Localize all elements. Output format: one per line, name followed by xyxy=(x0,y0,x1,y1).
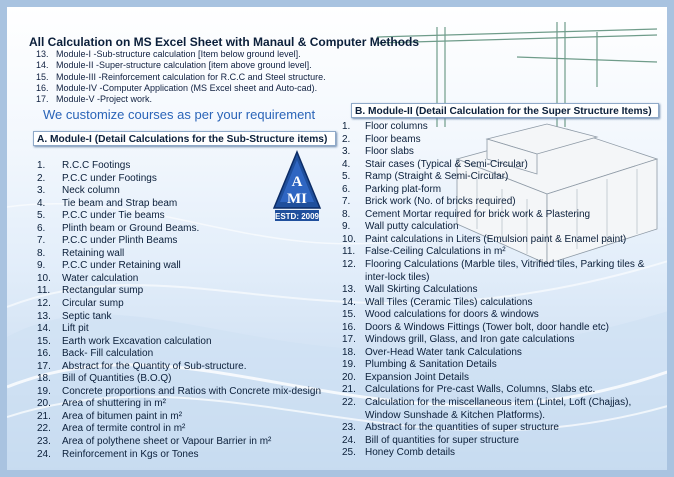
item-number: 7. xyxy=(37,235,46,247)
list-item xyxy=(342,422,644,435)
item-number: 4. xyxy=(37,197,46,209)
list-item xyxy=(342,297,644,310)
item-text: Calculations for Pre-cast Walls, Columns, Slabs etc. xyxy=(365,384,596,396)
list-item xyxy=(37,373,321,386)
item-text: Concrete proportions and Ratios with Concrete mix-design xyxy=(62,385,322,397)
item-number: 24. xyxy=(37,448,51,460)
item-text: P.C.C under Retaining wall xyxy=(62,260,181,272)
module-list xyxy=(36,49,326,105)
item-number: 5. xyxy=(37,210,46,222)
item-number: 21. xyxy=(342,384,356,396)
list-item xyxy=(342,347,644,360)
list-item xyxy=(342,397,644,410)
item-number: 10. xyxy=(342,233,356,245)
list-item xyxy=(342,221,644,234)
item-number: 22. xyxy=(342,397,356,409)
item-number: 17. xyxy=(36,94,49,105)
item-number: 15. xyxy=(36,71,49,82)
list-item xyxy=(37,386,321,399)
list-item xyxy=(342,447,644,460)
list-item xyxy=(37,298,321,311)
list-item xyxy=(342,184,644,197)
item-number: 9. xyxy=(37,260,46,272)
list-item xyxy=(342,384,644,397)
item-text: Back- Fill calculation xyxy=(62,348,154,360)
item-text: Reinforcement in Kgs or Tones xyxy=(62,448,199,460)
list-item xyxy=(342,259,644,272)
list-item xyxy=(342,284,644,297)
item-text: Floor slabs xyxy=(365,146,414,158)
item-number: 20. xyxy=(342,371,356,383)
section-a-list xyxy=(37,160,321,461)
item-text: Module-IV -Computer Application (MS Excel sheet and Auto-cad). xyxy=(56,82,318,93)
item-text: Plinth beam or Ground Beams. xyxy=(62,222,200,234)
list-item xyxy=(37,285,321,298)
list-item xyxy=(37,361,321,374)
list-item xyxy=(36,49,326,60)
list-item xyxy=(37,248,321,261)
item-number: 13. xyxy=(36,49,49,59)
item-number: 23. xyxy=(342,422,356,434)
item-number: 24. xyxy=(342,434,356,446)
item-text: False-Ceiling Calculations in m² xyxy=(365,246,506,258)
list-item xyxy=(342,372,644,385)
item-text: Floor columns xyxy=(365,121,428,132)
item-text: Calculation for the miscellaneous item (Lintel, Loft (Chajjas), xyxy=(365,397,632,409)
item-text: Wood calculations for doors & windows xyxy=(365,309,539,321)
item-text: Tie beam and Strap beam xyxy=(62,197,178,209)
list-item xyxy=(342,121,644,134)
list-item xyxy=(37,436,321,449)
item-number: 16. xyxy=(36,82,49,93)
list-item xyxy=(36,94,326,105)
item-text: Stair cases (Typical & Semi-Circular) xyxy=(365,158,528,170)
item-number: 14. xyxy=(342,296,356,308)
item-text: Plumbing & Sanitation Details xyxy=(365,359,497,371)
list-item xyxy=(342,171,644,184)
item-text: Earth work Excavation calculation xyxy=(62,335,212,347)
item-text: Area of polythene sheet or Vapour Barrier in m² xyxy=(62,436,272,448)
list-item xyxy=(37,235,321,248)
item-number: 11. xyxy=(342,246,356,258)
item-text: Water calculation xyxy=(62,272,139,284)
list-item xyxy=(37,210,321,223)
item-number: 2. xyxy=(342,133,351,145)
list-item xyxy=(37,311,321,324)
item-number: 4. xyxy=(342,158,351,170)
item-text: Wall putty calculation xyxy=(365,221,459,233)
list-item xyxy=(37,160,321,173)
item-text: Bill of Quantities (B.O.Q) xyxy=(62,373,172,385)
item-text: Windows grill, Glass, and Iron gate calculations xyxy=(365,334,575,346)
list-item xyxy=(37,185,321,198)
item-number: 20. xyxy=(37,398,51,410)
item-number: 1. xyxy=(37,160,46,171)
item-number: 13. xyxy=(37,310,51,322)
logo-letter-a: A xyxy=(291,174,303,190)
item-number: 8. xyxy=(342,208,351,220)
item-text: R.C.C Footings xyxy=(62,160,131,171)
list-item xyxy=(342,334,644,347)
item-number: 15. xyxy=(37,335,51,347)
item-number: 22. xyxy=(37,423,51,435)
list-item xyxy=(342,309,644,322)
list-item xyxy=(342,234,644,247)
item-text: Floor beams xyxy=(365,133,421,145)
item-text: Neck column xyxy=(62,185,120,197)
list-item xyxy=(342,359,644,372)
item-number: 18. xyxy=(37,373,51,385)
list-item xyxy=(36,72,326,83)
item-number: 14. xyxy=(37,323,51,335)
item-text: P.C.C under Footings xyxy=(62,172,157,184)
list-item xyxy=(342,322,644,335)
list-item xyxy=(342,134,644,147)
list-item xyxy=(37,398,321,411)
item-number: 6. xyxy=(37,222,46,234)
item-text: Ramp (Straight & Semi-Circular) xyxy=(365,171,509,183)
list-item xyxy=(37,423,321,436)
list-item xyxy=(342,435,644,448)
item-text: Abstract for the quantities of super structure xyxy=(365,422,559,434)
item-number: 19. xyxy=(37,385,51,397)
item-text: Paint calculations in Liters (Emulsion paint & Enamel paint) xyxy=(365,233,627,245)
list-item xyxy=(37,323,321,336)
item-number: 13. xyxy=(342,284,356,296)
item-text: Circular sump xyxy=(62,298,124,310)
list-item xyxy=(37,449,321,462)
list-item xyxy=(342,209,644,222)
list-item-continuation: inter-lock tiles) xyxy=(365,271,430,283)
item-text: Rectangular sump xyxy=(62,285,144,297)
list-item xyxy=(37,260,321,273)
item-number: 2. xyxy=(37,172,46,184)
list-item xyxy=(37,223,321,236)
item-text: Lift pit xyxy=(62,323,89,335)
item-text: Flooring Calculations (Marble tiles, Vitrified tiles, Parking tiles & xyxy=(365,259,645,271)
item-text: Area of bitumen paint in m² xyxy=(62,410,183,422)
item-text: Module-I -Sub-structure calculation [Item below ground level]. xyxy=(56,49,301,59)
item-number: 17. xyxy=(342,334,356,346)
item-number: 18. xyxy=(342,346,356,358)
item-text: Retaining wall xyxy=(62,247,125,259)
section-b-list xyxy=(342,121,644,460)
logo-letters-mi: MI xyxy=(287,191,307,207)
list-item xyxy=(342,159,644,172)
item-number: 16. xyxy=(342,321,356,333)
item-number: 23. xyxy=(37,436,51,448)
list-item xyxy=(342,146,644,159)
item-text: Bill of quantities for super structure xyxy=(365,434,519,446)
item-number: 8. xyxy=(37,247,46,259)
item-text: Module-III -Reinforcement calculation for R.C.C and Steel structure. xyxy=(56,71,326,82)
list-item xyxy=(36,83,326,94)
item-number: 12. xyxy=(342,259,356,271)
item-text: Wall Tiles (Ceramic Tiles) calculations xyxy=(365,296,533,308)
item-text: Wall Skirting Calculations xyxy=(365,284,478,296)
item-number: 11. xyxy=(37,285,51,297)
item-text: Module-II -Super-structure calculation [item above ground level]. xyxy=(56,60,312,71)
tagline: We customize courses as per your requirement xyxy=(43,107,316,122)
list-item-continuation: Window Sunshade & Kitchen Platforms). xyxy=(365,409,546,421)
list-item xyxy=(342,196,644,209)
list-item xyxy=(37,336,321,349)
item-text: P.C.C under Plinth Beams xyxy=(62,235,178,247)
list-item xyxy=(37,273,321,286)
item-text: Module-V -Project work. xyxy=(56,94,153,105)
section-a-heading: A. Module-I (Detail Calculations for the Sub-Structure items) xyxy=(33,131,336,146)
item-number: 15. xyxy=(342,309,356,321)
item-text: Honey Comb details xyxy=(365,447,456,459)
list-item xyxy=(37,198,321,211)
item-number: 21. xyxy=(37,410,51,422)
item-number: 25. xyxy=(342,447,356,459)
item-number: 3. xyxy=(37,185,46,197)
item-number: 7. xyxy=(342,196,351,208)
item-number: 1. xyxy=(342,121,351,132)
item-text: Abstract for the Quantity of Sub-structure. xyxy=(62,360,247,372)
item-text: P.C.C under Tie beams xyxy=(62,210,165,222)
list-item xyxy=(37,411,321,424)
item-number: 16. xyxy=(37,348,51,360)
item-number: 5. xyxy=(342,171,351,183)
logo-estd: ESTD: 2009 xyxy=(274,212,320,221)
item-text: Over-Head Water tank Calculations xyxy=(365,346,522,358)
item-number: 9. xyxy=(342,221,351,233)
item-text: Area of termite control in m² xyxy=(62,423,186,435)
item-text: Cement Mortar required for brick work & Plastering xyxy=(365,208,591,220)
item-text: Doors & Windows Fittings (Tower bolt, door handle etc) xyxy=(365,321,609,333)
item-number: 17. xyxy=(37,360,51,372)
list-item xyxy=(37,173,321,186)
item-number: 19. xyxy=(342,359,356,371)
list-item xyxy=(342,246,644,259)
item-text: Septic tank xyxy=(62,310,112,322)
list-item xyxy=(36,60,326,71)
item-text: Brick work (No. of bricks required) xyxy=(365,196,516,208)
list-item xyxy=(37,348,321,361)
item-text: Expansion Joint Details xyxy=(365,371,469,383)
item-number: 12. xyxy=(37,298,51,310)
item-number: 14. xyxy=(36,60,49,71)
item-text: Parking plat-form xyxy=(365,183,442,195)
item-text: Area of shuttering in m² xyxy=(62,398,166,410)
item-number: 3. xyxy=(342,146,351,158)
item-number: 6. xyxy=(342,183,351,195)
page-title: All Calculation on MS Excel Sheet with Manaul & Computer Methods xyxy=(29,35,420,49)
item-number: 10. xyxy=(37,272,51,284)
section-b-heading: B. Module-II (Detail Calculation for the Super Structure Items) xyxy=(351,103,659,118)
